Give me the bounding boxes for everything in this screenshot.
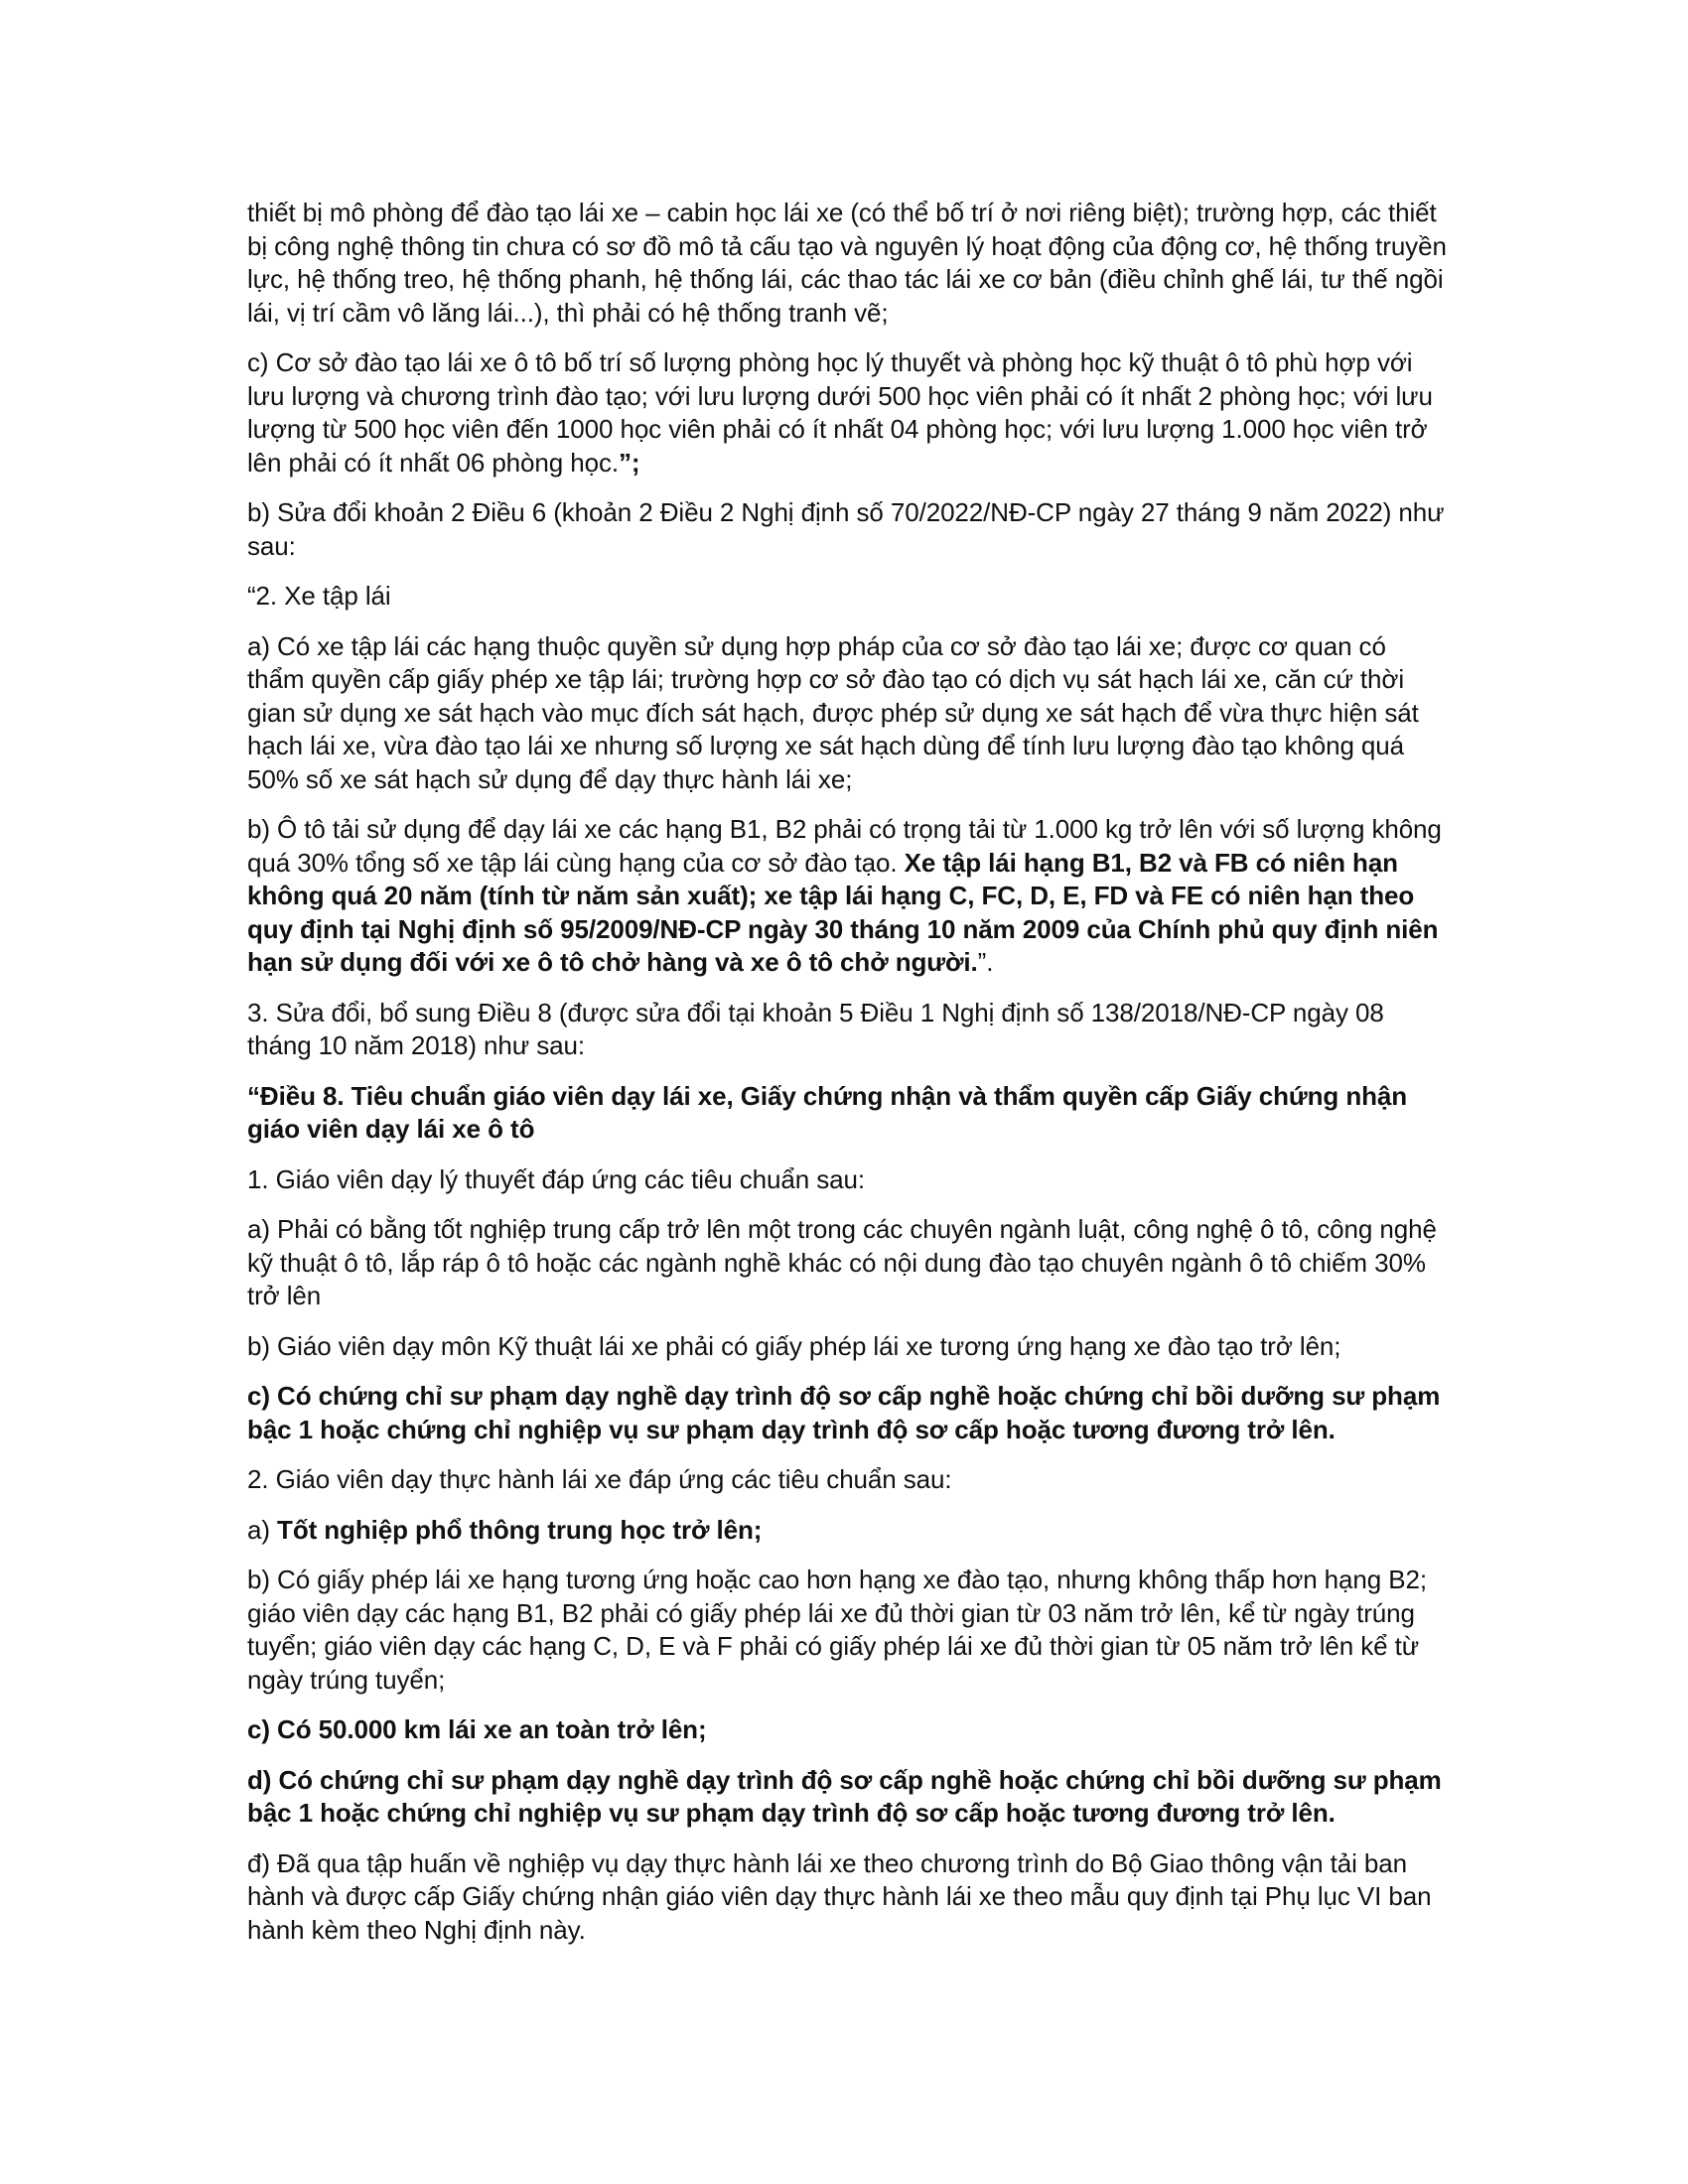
- paragraph-dd-training: đ) Đã qua tập huấn về nghiệp vụ dạy thực hành lái xe theo chương trình do Bộ Giao thông vận tải ban hành và được cấp Giấy chứng nhận giáo viên dạy thực hành lái xe theo mẫu quy định tại Phụ lục VI ban hành kèm theo Nghị định này.: [247, 1847, 1432, 1945]
- paragraph-equipment-continued: thiết bị mô phòng để đào tạo lái xe – cabin học lái xe (có thể bố trí ở nơi riêng biệt); trường hợp, các thiết bị công nghệ thông tin chưa có sơ đồ mô tả cấu tạo và nguyên lý hoạt động của động cơ, hệ thống truyền lực, hệ thống treo, hệ thống phanh, hệ thống lái, các thao tác lái xe cơ bản (điều chỉnh ghế lái, tư thế ngồi lái, vị trí cầm vô lăng lái...), thì phải có hệ thống tranh vẽ;: [247, 198, 1447, 328]
- paragraph-1-theory-teachers: 1. Giáo viên dạy lý thuyết đáp ứng các tiêu chuẩn sau:: [247, 1163, 865, 1194]
- paragraph-b-trucks: b) Ô tô tải sử dụng để dạy lái xe các hạng B1, B2 phải có trọng tải từ 1.000 kg trở lên với số lượng không quá 30% tổng số xe tập lái cùng hạng của cơ sở đào tạo. Xe tập lái hạng B1, B2 và FB có niên hạn không quá 20 năm (tính từ năm sản xuất); xe tập lái hạng C, FC, D, E, FD và FE có niên hạn theo quy định tại Nghị định số 95/2009/NĐ-CP ngày 30 tháng 10 năm 2009 của Chính phủ quy định niên hạn sử dụng đối với xe ô tô chở hàng và xe ô tô chở người.”.: [247, 814, 1442, 977]
- paragraph-d-pedagogy-certificate: d) Có chứng chỉ sư phạm dạy nghề dạy trình độ sơ cấp nghề hoặc chứng chỉ bồi dưỡng sư phạm bậc 1 hoặc chứng chỉ nghiệp vụ sư phạm dạy trình độ sơ cấp hoặc tương đương trở lên.: [247, 1764, 1442, 1828]
- paragraph-a-training-vehicles: a) Có xe tập lái các hạng thuộc quyền sử dụng hợp pháp của cơ sở đào tạo lái xe; được cơ quan có thẩm quyền cấp giấy phép xe tập lái; trường hợp cơ sở đào tạo có dịch vụ sát hạch lái xe, căn cứ thời gian sử dụng xe sát hạch vào mục đích sát hạch, được phép sử dụng xe sát hạch để vừa thực hiện sát hạch lái xe, vừa đào tạo lái xe nhưng số lượng xe sát hạch dùng để tính lưu lượng đào tạo không quá 50% số xe sát hạch sử dụng để dạy thực hành lái xe;: [247, 630, 1419, 794]
- paragraph-c-safe-driving: c) Có 50.000 km lái xe an toàn trở lên;: [247, 1714, 707, 1744]
- paragraph-c-pedagogy-certificate: c) Có chứng chỉ sư phạm dạy nghề dạy trình độ sơ cấp nghề hoặc chứng chỉ bồi dưỡng sư phạm bậc 1 hoặc chứng chỉ nghiệp vụ sư phạm dạy trình độ sơ cấp hoặc tương đương trở lên.: [247, 1381, 1441, 1444]
- document-page: [247, 197, 1449, 1964]
- paragraph-a-degree: a) Phải có bằng tốt nghiệp trung cấp trở lên một trong các chuyên ngành luật, công nghệ ô tô, công nghệ kỹ thuật ô tô, lắp ráp ô tô hoặc các ngành nghề khác có nội dung đào tạo chuyên ngành ô tô chiếm 30% trở lên: [247, 1214, 1437, 1310]
- paragraph-2-practice-teachers: 2. Giáo viên dạy thực hành lái xe đáp ứng các tiêu chuẩn sau:: [247, 1464, 952, 1494]
- paragraph-b-license: b) Có giấy phép lái xe hạng tương ứng hoặc cao hơn hạng xe đào tạo, nhưng không thấp hơn hạng B2; giáo viên dạy các hạng B1, B2 phải có giấy phép lái xe đủ thời gian từ 03 năm trở lên, kể từ ngày trúng tuyển; giáo viên dạy các hạng C, D, E và F phải có giấy phép lái xe đủ thời gian từ 05 năm trở lên kể từ ngày trúng tuyển;: [247, 1565, 1427, 1695]
- paragraph-3-amend-article-8: 3. Sửa đổi, bổ sung Điều 8 (được sửa đổi tại khoản 5 Điều 1 Nghị định số 138/2018/NĐ-CP ngày 08 tháng 10 năm 2018) như sau:: [247, 997, 1384, 1060]
- paragraph-c-classrooms: c) Cơ sở đào tạo lái xe ô tô bố trí số lượng phòng học lý thuyết và phòng học kỹ thuật ô tô phù hợp với lưu lượng và chương trình đào tạo; với lưu lượng dưới 500 học viên phải có ít nhất 2 phòng học; với lưu lượng từ 500 học viên đến 1000 học viên phải có ít nhất 04 phòng học; với lưu lượng 1.000 học viên trở lên phải có ít nhất 06 phòng học.”;: [247, 347, 1433, 478]
- paragraph-b-amend-article-6: b) Sửa đổi khoản 2 Điều 6 (khoản 2 Điều 2 Nghị định số 70/2022/NĐ-CP ngày 27 tháng 9 năm 2022) như sau:: [247, 497, 1445, 561]
- paragraph-a-high-school: a) Tốt nghiệp phổ thông trung học trở lên;: [247, 1514, 763, 1545]
- paragraph-training-vehicles-heading: “2. Xe tập lái: [247, 581, 391, 611]
- paragraph-b-driving-technique: b) Giáo viên dạy môn Kỹ thuật lái xe phải có giấy phép lái xe tương ứng hạng xe đào tạo trở lên;: [247, 1330, 1341, 1361]
- paragraph-article-8-title: “Điều 8. Tiêu chuẩn giáo viên dạy lái xe, Giấy chứng nhận và thẩm quyền cấp Giấy chứng nhận giáo viên dạy lái xe ô tô: [247, 1080, 1408, 1144]
